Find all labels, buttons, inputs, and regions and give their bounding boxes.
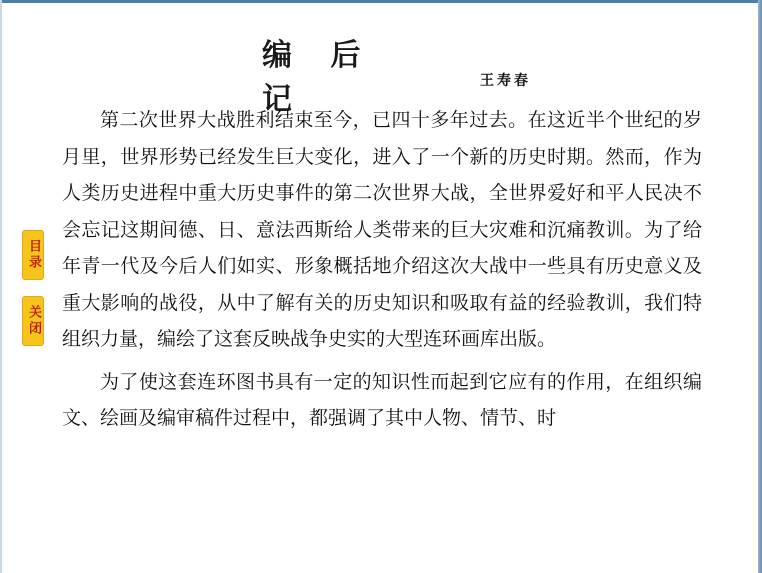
- window-left-border: [0, 0, 2, 573]
- close-button[interactable]: 关闭: [22, 296, 44, 346]
- page-title: 编 后 记: [262, 38, 375, 117]
- window-top-border: [0, 0, 762, 3]
- article-body: [62, 102, 702, 443]
- paragraph-1: 第二次世界大战胜利结束至今，已四十多年过去。在这近半个世纪的岁月里，世界形势已经发生巨大变化，进入了一个新的历史时期。然而，作为人类历史进程中重大历史事件的第二次世界大战，全世界爱好和平人民决不会忘记这期间德、日、意法西斯给人类带来的巨大灾难和沉痛教训。为了给年青一代及今后人们如实、形象概括地介绍这次大战中一些具有历史意义及重大影响的战役，从中了解有关的历史知识和吸取有益的经验教训，我们特组织力量，编绘了这套反映战争史实的大型连环画库出版。: [62, 109, 702, 350]
- window-right-border: [758, 0, 762, 573]
- table-of-contents-button[interactable]: 目录: [22, 230, 44, 280]
- paragraph-2: 为了使这套连环图书具有一定的知识性而起到它应有的作用，在组织编文、绘画及编审稿件过程中，都强调了其中人物、情节、时: [62, 370, 702, 429]
- author-name: 王寿春: [480, 73, 531, 89]
